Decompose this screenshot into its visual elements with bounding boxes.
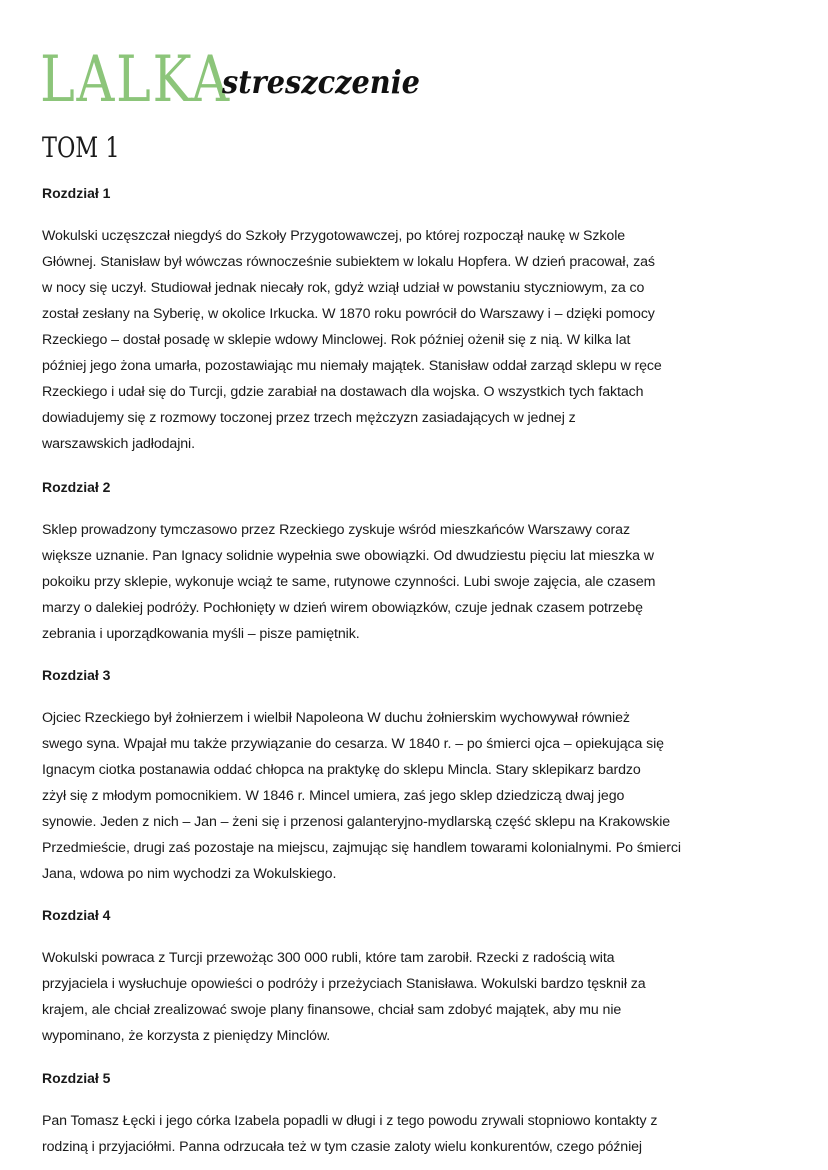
chapter-paragraph <box>42 945 646 1049</box>
chapter-2 <box>42 477 655 647</box>
paragraph-line: marzy o dalekiej podróży. Pochłonięty w dzień wirem obowiązków, czuje jednak czasem potrzebę <box>42 600 643 616</box>
chapter-paragraph <box>42 223 662 457</box>
paragraph-line: swego syna. Wpajał mu także przywiązanie do cesarza. W 1840 r. – po śmierci ojca – opiekująca się <box>42 736 664 752</box>
volume-heading: TOM 1 <box>42 131 120 164</box>
chapter-3 <box>42 665 681 887</box>
paragraph-line: Sklep prowadzony tymczasowo przez Rzeckiego zyskuje wśród mieszkańców Warszawy coraz <box>42 522 630 538</box>
chapter-5 <box>42 1068 657 1160</box>
paragraph-line: Wokulski uczęszczał niegdyś do Szkoły Przygotowawczej, po której rozpoczął naukę w Szkole <box>42 228 626 244</box>
paragraph-line: Rzeckiego – dostał posadę w sklepie wdowy Minclowej. Rok później ożenił się z nią. W kilka lat <box>42 332 631 348</box>
document-subtitle: streszczenie <box>222 63 420 101</box>
paragraph-line: Przedmieście, drugi zaś pozostaje na miejscu, zajmując się handlem towarami kolonialnymi. Po śmierci <box>42 840 681 856</box>
chapter-heading: Rozdział 5 <box>42 1070 111 1086</box>
paragraph-line: większe uznanie. Pan Ignacy solidnie wypełnia swe obowiązki. Od dwudziestu pięciu lat mieszka w <box>42 548 654 564</box>
paragraph-line: przyjaciela i wysłuchuje opowieści o podróży i przeżyciach Stanisława. Wokulski bardzo tęsknił za <box>42 976 646 992</box>
paragraph-line: warszawskich jadłodajni. <box>42 436 195 452</box>
chapter-heading: Rozdział 4 <box>42 907 111 923</box>
paragraph-line: wypominano, że korzysta z pieniędzy Minclów. <box>42 1028 331 1044</box>
paragraph-line: zżył się z młodym pomocnikiem. W 1846 r. Mincel umiera, zaś jego sklep dziedziczą dwaj jego <box>42 788 625 804</box>
paragraph-line: synowie. Jeden z nich – Jan – żeni się i przenosi galanteryjno-mydlarską część sklepu na Krakowskie <box>42 814 671 830</box>
paragraph-line: Ojciec Rzeckiego był żołnierzem i wielbił Napoleona W duchu żołnierskim wychowywał również <box>42 710 630 726</box>
paragraph-line: w nocy się uczył. Studiował jednak niecały rok, gdyż wziął udział w powstaniu styczniowym, za co <box>42 280 645 296</box>
paragraph-line: Wokulski powraca z Turcji przewożąc 300 000 rubli, które tam zarobił. Rzecki z radością wita <box>42 950 615 966</box>
paragraph-line: dowiadujemy się z rozmowy toczonej przez trzech mężczyzn zasiadających w jednej z <box>42 410 576 426</box>
chapter-paragraph <box>42 517 655 647</box>
chapter-4 <box>42 905 646 1049</box>
document-title: LALKA <box>40 43 231 117</box>
chapter-paragraph <box>42 705 681 887</box>
paragraph-line: krajem, ale chciał zrealizować swoje plany finansowe, chciał sam zdobyć majątek, aby mu nie <box>42 1002 622 1018</box>
paragraph-line: Jana, wdowa po nim wychodzi za Wokulskiego. <box>42 866 337 882</box>
paragraph-line: Rzeckiego i udał się do Turcji, gdzie zarabiał na dostawach dla wojska. O wszystkich tych faktach <box>42 384 644 400</box>
paragraph-line: później jego żona umarła, pozostawiając mu niemały majątek. Stanisław oddał zarząd sklepu w ręce <box>42 358 662 374</box>
chapter-heading: Rozdział 2 <box>42 479 111 495</box>
paragraph-line: rodziną i przyjaciółmi. Panna odrzucała też w tym czasie zaloty wielu konkurentów, czego później <box>42 1139 642 1155</box>
chapter-heading: Rozdział 3 <box>42 667 111 683</box>
chapter-1 <box>42 183 662 457</box>
paragraph-line: został zesłany na Syberię, w okolice Irkucka. W 1870 roku powrócił do Warszawy i – dzięki pomocy <box>42 306 655 322</box>
paragraph-line: Ignacym ciotka postanawia oddać chłopca na praktykę do sklepu Mincla. Stary sklepikarz bardzo <box>42 762 641 778</box>
chapter-heading: Rozdział 1 <box>42 185 111 201</box>
paragraph-line: Głównej. Stanisław był wówczas równocześnie subiektem w lokalu Hopfera. W dzień pracował, zaś <box>42 254 655 270</box>
chapter-paragraph <box>42 1108 657 1160</box>
paragraph-line: Pan Tomasz Łęcki i jego córka Izabela popadli w długi i z tego powodu zrywali stopniowo kontakty z <box>42 1113 658 1129</box>
paragraph-line: pokoiku przy sklepie, wykonuje wciąż te same, rutynowe czynności. Lubi swoje zajęcia, ale czasem <box>42 574 656 590</box>
paragraph-line: zebrania i uporządkowania myśli – pisze pamiętnik. <box>42 626 360 642</box>
